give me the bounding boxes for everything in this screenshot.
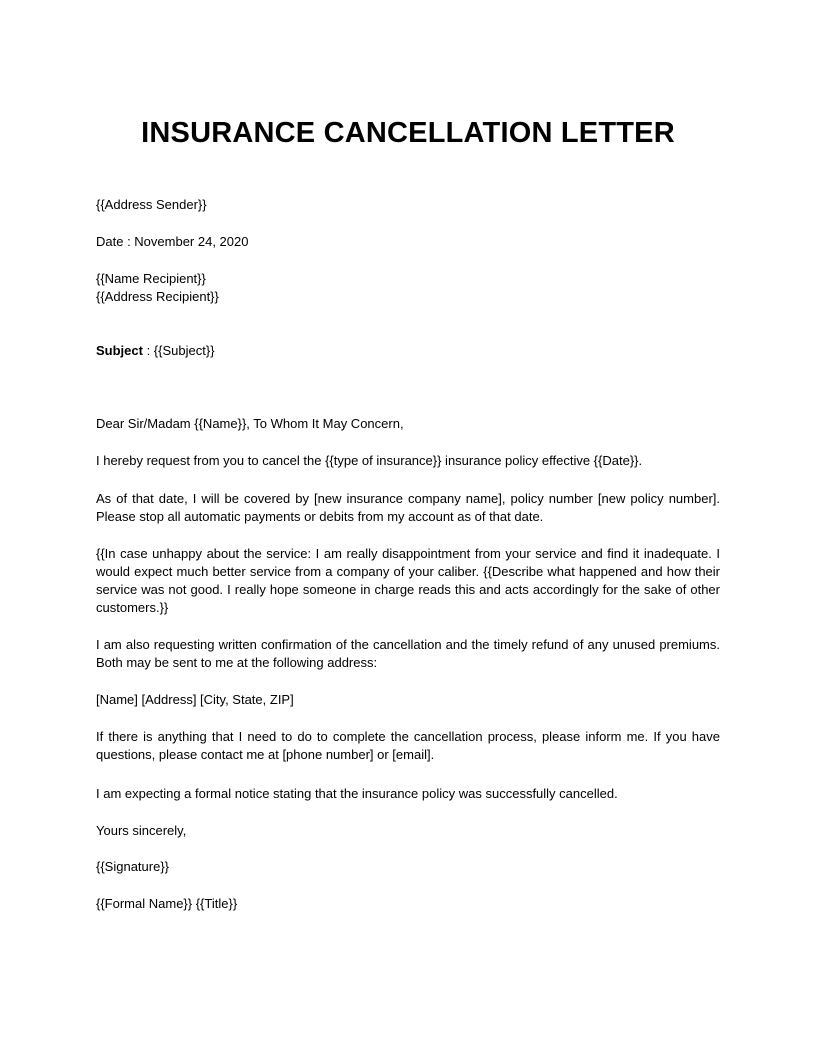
sender-address: {{Address Sender}} (96, 197, 207, 212)
paragraph-complaint: {{In case unhappy about the service: I am really disappointment from your service and find it inadequate. I would expect much better service from a company of your caliber. {{Describe what happened and how their service was not good. I really hope someone in charge reads this and acts accordingly for the sake of other customers.}} (96, 546, 720, 615)
paragraph-formal-notice: I am expecting a formal notice stating that the insurance policy was successfully cancelled. (96, 786, 618, 801)
paragraph-new-coverage: As of that date, I will be covered by [new insurance company name], policy number [new policy number]. Please stop all automatic payments or debits from my account as of that date. (96, 491, 720, 524)
salutation: Dear Sir/Madam {{Name}}, To Whom It May Concern, (96, 416, 404, 431)
paragraph-cancel-request: I hereby request from you to cancel the {{type of insurance}} insurance policy effective {{Date}}. (96, 453, 643, 468)
signature: {{Signature}} (96, 859, 170, 874)
formal-name-title: {{Formal Name}} {{Title}} (96, 896, 238, 911)
closing: Yours sincerely, (96, 823, 187, 838)
paragraph-contact: If there is anything that I need to do to complete the cancellation process, please inform me. If you have questions, please contact me at [phone number] or [email]. (96, 729, 720, 762)
return-address: [Name] [Address] [City, State, ZIP] (96, 692, 294, 707)
recipient-name: {{Name Recipient}} (96, 271, 206, 286)
date-line: Date : November 24, 2020 (96, 234, 249, 249)
recipient-address: {{Address Recipient}} (96, 289, 219, 304)
subject-value: : {{Subject}} (142, 343, 215, 358)
subject-label: Subject (96, 343, 143, 358)
page-title: INSURANCE CANCELLATION LETTER (141, 117, 675, 149)
subject-line (96, 342, 215, 360)
paragraph-confirmation-request: I am also requesting written confirmation of the cancellation and the timely refund of any unused premiums. Both may be sent to me at the following address: (96, 637, 720, 670)
